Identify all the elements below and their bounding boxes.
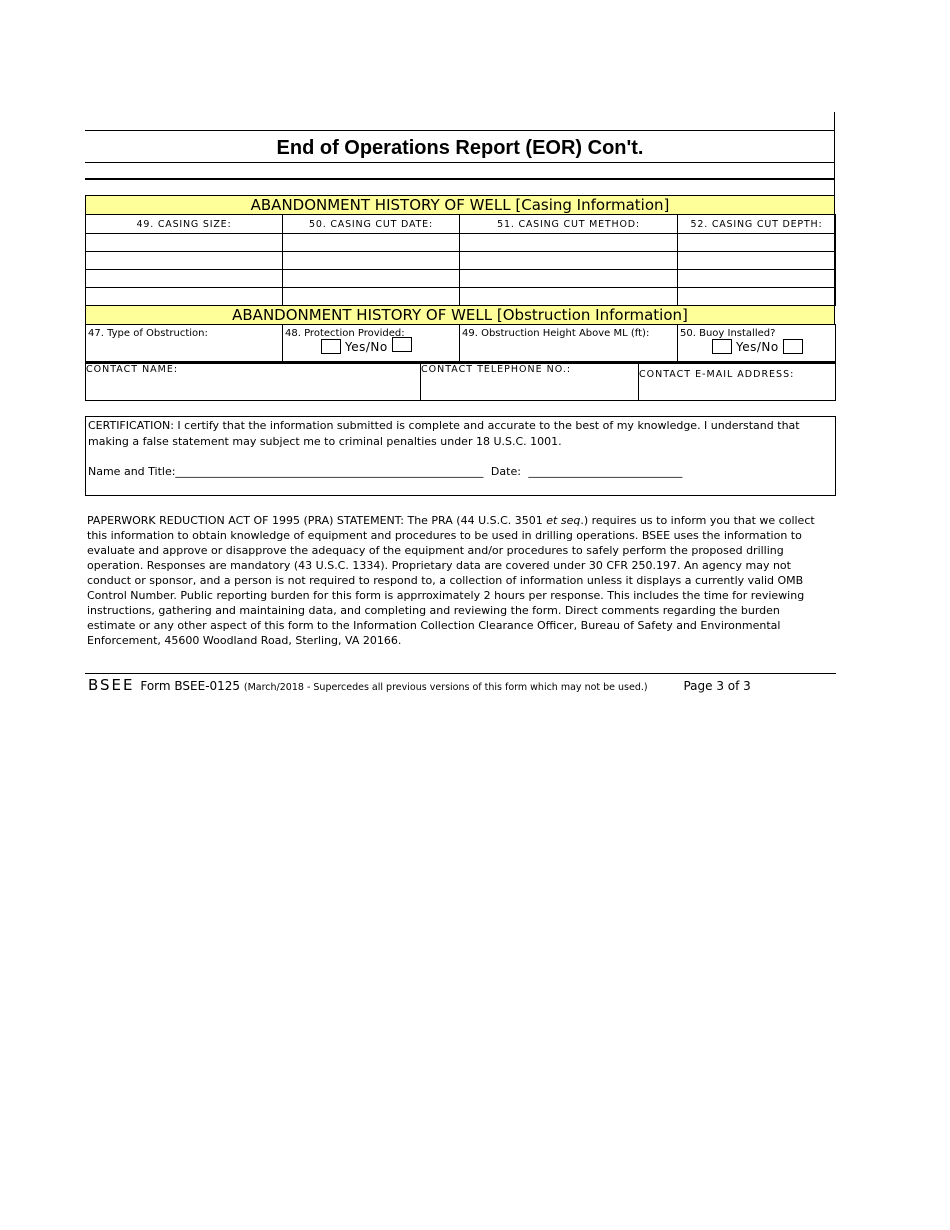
- certification-text: CERTIFICATION: I certify that the information submitted is complete and accurate to the best of my knowledge. I understand that making a false statement may subject me to criminal penalties under 18 U.S.C. 1001.: [88, 419, 800, 448]
- casing-cut-depth-field[interactable]: [678, 234, 836, 252]
- buoy-yes-checkbox[interactable]: [712, 339, 732, 354]
- type-of-obstruction-cell[interactable]: [86, 325, 283, 362]
- contact-name-cell[interactable]: [86, 363, 421, 400]
- casing-cut-depth-field[interactable]: [678, 252, 836, 270]
- pra-text-italic: et seq: [546, 514, 581, 527]
- page-number: Page 3 of 3: [683, 679, 751, 693]
- contact-email-cell[interactable]: [639, 363, 836, 400]
- table-row: [86, 252, 836, 270]
- date-field[interactable]: ____________________________: [528, 465, 683, 478]
- certification-box: [85, 416, 836, 496]
- contact-email-label: CONTACT E-MAIL ADDRESS:: [639, 369, 795, 380]
- contact-phone-cell[interactable]: [421, 363, 639, 400]
- casing-cut-date-field[interactable]: [283, 270, 460, 288]
- protection-provided-cell: [283, 325, 460, 362]
- type-of-obstruction-label: 47. Type of Obstruction:: [88, 328, 208, 339]
- name-title-field[interactable]: ________________________________________________________: [175, 465, 484, 478]
- header-rule-1: [85, 162, 835, 163]
- casing-size-field[interactable]: [86, 234, 283, 252]
- casing-table: [85, 214, 836, 306]
- buoy-installed-label: 50. Buoy Installed?: [680, 328, 776, 339]
- signature-line: [88, 464, 833, 480]
- casing-size-header: 49. CASING SIZE:: [86, 215, 283, 234]
- casing-size-field[interactable]: [86, 288, 283, 306]
- buoy-yes-no-label: Yes/No: [736, 339, 779, 354]
- casing-cut-date-field[interactable]: [283, 252, 460, 270]
- page-title: End of Operations Report (EOR) Con't.: [276, 137, 644, 159]
- casing-cut-depth-field[interactable]: [678, 288, 836, 306]
- obstruction-section-banner: ABANDONMENT HISTORY OF WELL [Obstruction Information]: [85, 305, 835, 325]
- name-title-label: Name and Title:: [88, 465, 176, 478]
- contact-name-label: CONTACT NAME:: [86, 364, 179, 375]
- casing-cut-method-header: 51. CASING CUT METHOD:: [460, 215, 678, 234]
- obstruction-height-label: 49. Obstruction Height Above ML (ft):: [462, 328, 650, 339]
- casing-cut-depth-header: 52. CASING CUT DEPTH:: [678, 215, 836, 234]
- table-row: [86, 270, 836, 288]
- buoy-installed-cell: [678, 325, 836, 362]
- contact-table: [85, 362, 836, 401]
- casing-cut-method-field[interactable]: [460, 234, 678, 252]
- form-number: Form BSEE-0125: [140, 679, 241, 693]
- pra-text-end: .) requires us to inform you that we collect this information to obtain knowledge of equipment and procedures to be used in drilling operations. BSEE uses the information to evaluate and approve or disapprove the adequacy of the equipment and/or procedures to safely perform the proposed drilling operation. Responses are mandatory (43 U.S.C. 1334). Proprietary data are covered under 30 CFR 250.197. An agency may not conduct or sponsor, and a person is not required to respond to, a collection of information unless it displays a currently valid OMB Control Number. Public reporting burden for this form is apprroximately 2 hours per response. This includes the time for reviewing instructions, gathering and maintaining data, and completing and reviewing the form. Direct comments regarding the burden estimate or any other aspect of this form to the Information Collection Clearance Officer, Bureau of Safety and Environmental Enforcement, 45600 Woodland Road, Sterling, VA 20166.: [87, 514, 815, 647]
- header-top-rule: [85, 130, 835, 131]
- casing-section-banner: ABANDONMENT HISTORY OF WELL [Casing Information]: [85, 195, 835, 215]
- casing-cut-date-field[interactable]: [283, 288, 460, 306]
- casing-header-row: [86, 215, 836, 234]
- obstruction-row: [86, 325, 836, 362]
- protection-yes-checkbox[interactable]: [321, 339, 341, 354]
- table-row: [86, 234, 836, 252]
- casing-cut-date-field[interactable]: [283, 234, 460, 252]
- buoy-no-checkbox[interactable]: [783, 339, 803, 354]
- obstruction-height-cell[interactable]: [460, 325, 678, 362]
- casing-cut-date-header: 50. CASING CUT DATE:: [283, 215, 460, 234]
- obstruction-table: [85, 324, 836, 362]
- footer: [88, 676, 828, 694]
- contact-phone-label: CONTACT TELEPHONE NO.:: [421, 364, 572, 375]
- date-label: Date:: [490, 465, 521, 478]
- protection-no-checkbox[interactable]: [392, 337, 412, 352]
- header-rule-2: [85, 178, 835, 180]
- form-version-note: (March/2018 - Supercedes all previous versions of this form which may not be used.): [243, 682, 648, 693]
- casing-cut-method-field[interactable]: [460, 288, 678, 306]
- casing-cut-depth-field[interactable]: [678, 270, 836, 288]
- contact-row: [86, 363, 836, 400]
- casing-cut-method-field[interactable]: [460, 270, 678, 288]
- pra-text-start: PAPERWORK REDUCTION ACT OF 1995 (PRA) STATEMENT: The PRA (44 U.S.C. 3501: [87, 514, 547, 527]
- protection-yes-no-label: Yes/No: [345, 339, 388, 354]
- casing-size-field[interactable]: [86, 270, 283, 288]
- casing-cut-method-field[interactable]: [460, 252, 678, 270]
- table-row: [86, 288, 836, 306]
- footer-rule: [85, 673, 836, 674]
- agency-name: BSEE: [88, 676, 135, 694]
- casing-size-field[interactable]: [86, 252, 283, 270]
- pra-statement: [87, 513, 825, 648]
- protection-provided-label: 48. Protection Provided:: [285, 328, 405, 339]
